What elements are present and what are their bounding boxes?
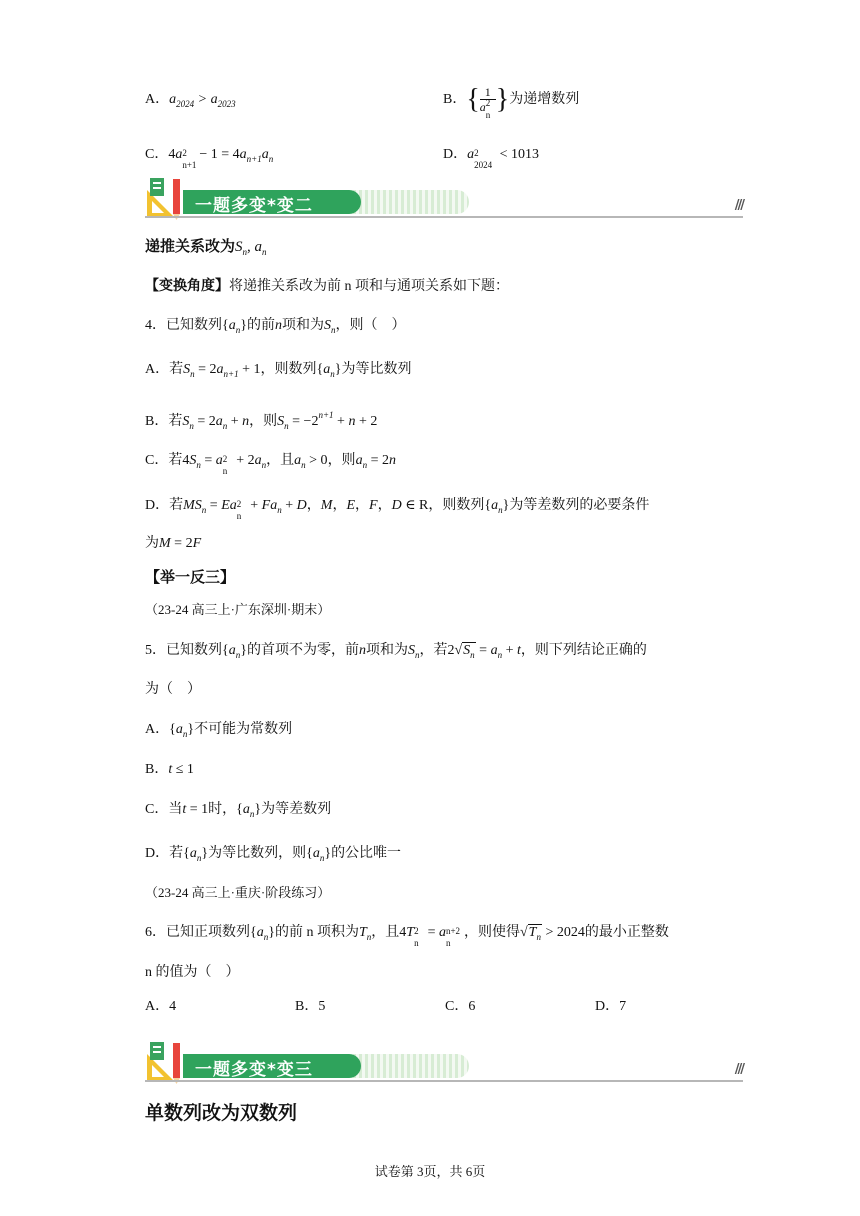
stem-text: 项和为: [365, 643, 408, 658]
option-text: 不可能为常数列: [194, 722, 293, 737]
angle-text: 将递推关系改为前 n 项和与通项关系如下题：: [229, 279, 509, 294]
stem-text: 的首项不为零，前: [246, 643, 359, 658]
stem-text: 的前 n 项积为: [274, 925, 359, 940]
banner-rule: [145, 216, 743, 218]
q5-option-a: A．$\{a_n\}$不可能为常数列: [145, 722, 293, 739]
option-text: 为等比数列: [341, 362, 412, 377]
q6-option-b: B．5: [295, 999, 326, 1014]
stem-text: ，则下列结论正确的: [520, 643, 647, 658]
q3-option-a: A．$a_{2024} > a_{2023}$: [145, 92, 236, 109]
practice-heading: 【举一反三】: [145, 568, 236, 586]
section2-heading: 递推关系改为$S_n$, $a_n$: [145, 237, 267, 257]
option-label: D．若: [145, 846, 184, 861]
stem-text: 项和为: [281, 318, 324, 333]
q3-option-b: B．{ 1 a 2 n }为递增数列: [443, 84, 580, 121]
stem-text: ，则使得: [463, 925, 520, 940]
option-label: A．若: [145, 362, 184, 377]
q6-option-c: C．6: [445, 999, 476, 1014]
angle-label: 【变换角度】: [145, 278, 229, 294]
option-label: A．: [145, 722, 170, 737]
option-label: D．若: [145, 498, 184, 513]
option-text: 时，: [208, 802, 237, 817]
q4-option-d-line2: 为M = 2F: [145, 536, 202, 551]
banner-mark: ///: [734, 198, 743, 213]
option-text: 为等比数列，则: [208, 846, 307, 861]
option-label: B．若: [145, 414, 183, 429]
banner-mark: ///: [734, 1062, 743, 1077]
option-text: ，则数列: [260, 362, 317, 377]
option-text: 为递增数列: [509, 92, 580, 108]
banner-title: 一题多变*变三: [195, 1060, 313, 1080]
option-text: 为等差数列的必要条件: [509, 498, 650, 513]
heading-text: 递推关系改为: [145, 237, 236, 255]
q4-option-d: D．若$MS_n = Ea$ 2 n + $Fa_n + D$，M，E，F，D ∈ R，则数列$\{a_n\}$为等差数列的必要条件: [145, 498, 650, 521]
option-label: C．若: [145, 453, 183, 468]
option-text: ，且: [266, 453, 295, 468]
q6-option-d: D．7: [595, 999, 627, 1014]
option-label: B．: [443, 92, 467, 108]
q4-option-a: A．若$S_n = 2a_{n+1} + 1$，则数列$\{a_n\}$为等比数列: [145, 362, 412, 379]
page-footer: 试卷第 3页，共 6页: [374, 1164, 486, 1179]
q3-option-d: D．a 2 2024 < 1013: [443, 147, 540, 170]
q5-option-d: D．若$\{a_n\}$为等比数列，则$\{a_n\}$的公比唯一: [145, 846, 402, 863]
q3-option-c: C．4a 2 n+1 − $1 = 4a_{n+1}a_n$: [145, 147, 274, 170]
q6-stem: 6．已知正项数列$\{a_n\}$的前 n 项积为$T_n$，且4T 2 n = a n+2 n ，则使得$√T_n > 2024$的最小正整数: [145, 925, 669, 948]
option-label: A．: [145, 92, 170, 107]
option-text: ，则: [327, 453, 356, 468]
option-text: 为等差数列: [261, 802, 332, 817]
q6-option-a: A．4: [145, 999, 177, 1014]
section-banner-variant-3: [145, 1040, 743, 1084]
option-text: ，则数列: [428, 498, 485, 513]
q6-source: （23-24 高三上·重庆·阶段练习）: [145, 885, 331, 900]
option-label: B．: [145, 762, 169, 777]
option-label: C．当: [145, 802, 183, 817]
q5-source: （23-24 高三上·广东深圳·期末）: [145, 602, 331, 617]
option-text: 的公比唯一: [331, 846, 402, 861]
banner-title-bg: [183, 1054, 361, 1078]
q4-stem: 4．已知数列$\{a_n\}$的前n项和为$S_n$，则（ ）: [145, 318, 406, 335]
banner-rule: [145, 1080, 743, 1082]
option-value: 1013: [511, 147, 540, 162]
q4-option-b: B．若$S_n = 2a_n + n$，则$S_n = -2^{n+1} + n + 2$: [145, 410, 378, 431]
section2-angle: [145, 276, 509, 297]
q5-option-c: C．当t = 1时，$\{a_n\}$为等差数列: [145, 802, 332, 819]
q5-option-b: B．t ≤ 1: [145, 762, 194, 777]
stem-text: 5．已知数列: [145, 643, 222, 658]
option-label: D．: [443, 147, 468, 162]
stem-text: 的最小正整数: [584, 925, 669, 940]
stem-text: ，则（ ）: [335, 318, 406, 333]
banner-title: 一题多变*变二: [195, 196, 313, 216]
stem-text: ，若: [419, 643, 448, 658]
banner-title-bg: [183, 190, 361, 214]
stem-text: 的前: [246, 318, 275, 333]
q4-option-c: C．若$4S_n = a$ 2 n + $2a_n$，且$a_n > 0$，则$a_n = 2n$: [145, 453, 396, 476]
q5-stem-line2: 为（ ）: [145, 682, 201, 697]
section-banner-variant-2: [145, 176, 743, 220]
option-label: C．: [145, 147, 169, 162]
section3-heading: 单数列改为双数列: [145, 1102, 298, 1124]
q6-stem-line2: n 的值为（ ）: [145, 965, 240, 980]
stem-text: 4．已知数列: [145, 318, 222, 333]
q5-stem: 5．已知数列$\{a_n\}$的首项不为零，前n项和为$S_n$，若$2√S_n = a_n + t$，则下列结论正确的: [145, 643, 647, 660]
option-text: ，则: [249, 414, 278, 429]
stem-text: 6．已知正项数列: [145, 925, 250, 940]
option-text: 为: [145, 536, 159, 551]
stem-text: ，且: [371, 925, 400, 940]
